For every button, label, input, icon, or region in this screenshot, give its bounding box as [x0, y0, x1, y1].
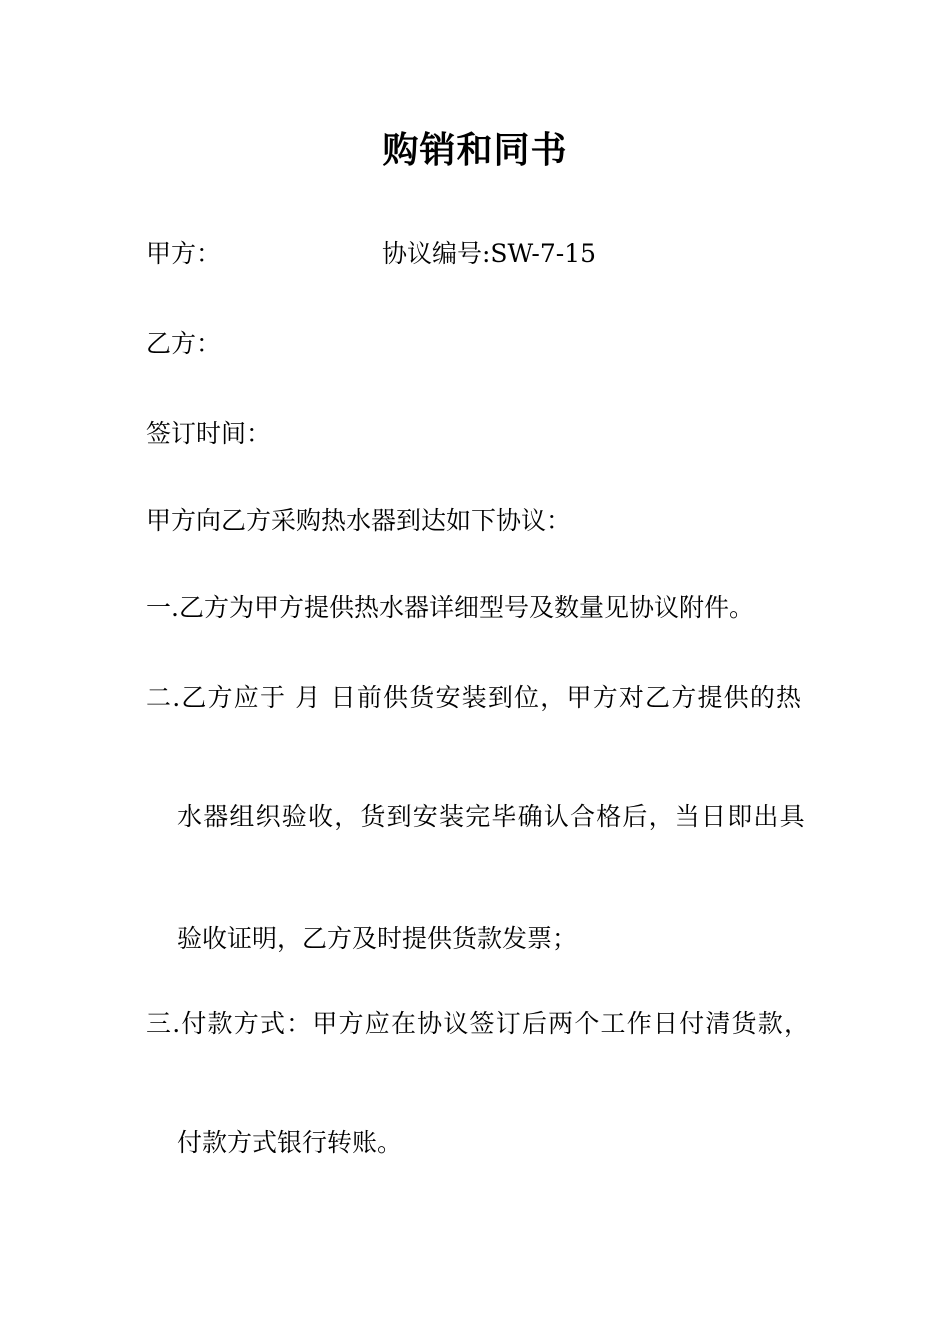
party-b-label: 乙方： [146, 329, 222, 358]
party-a-label: 甲方： [146, 239, 222, 268]
intro-paragraph: 甲方向乙方采购热水器到达如下协议： [146, 506, 572, 535]
clause-3-line-2: 付款方式银行转账。 [177, 1128, 403, 1157]
clause-3-line-1: 三.付款方式：甲方应在协议签订后两个工作日付清货款， [146, 1009, 811, 1038]
signing-time-label: 签订时间： [146, 419, 272, 448]
clause-2-line-2: 水器组织验收，货到安装完毕确认合格后，当日即出具 [177, 802, 806, 831]
clause-1-line-1: 一.乙方为甲方提供热水器详细型号及数量见协议附件。 [146, 593, 754, 622]
agreement-number: 协议编号:SW-7-15 [382, 239, 597, 268]
clause-2-line-1: 二.乙方应于 月 日前供货安装到位，甲方对乙方提供的热 [146, 683, 803, 712]
document-title: 购销和同书 [382, 129, 568, 171]
clause-2-line-3: 验收证明，乙方及时提供货款发票； [177, 924, 578, 953]
